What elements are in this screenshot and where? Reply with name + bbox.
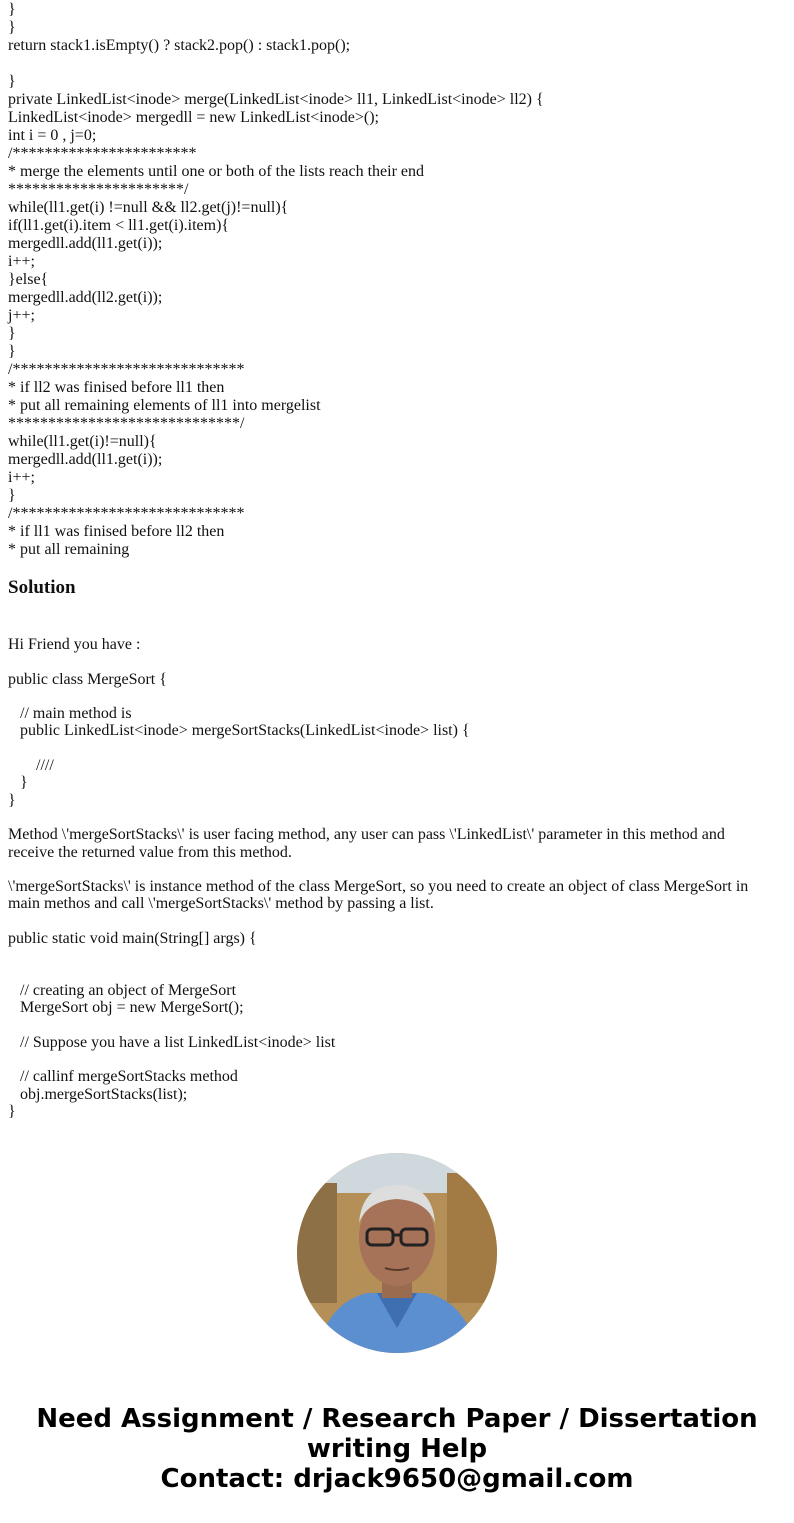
code-line: *****************************/ [8,415,245,432]
code-line: } [8,19,16,36]
code-line: * if ll1 was finised before ll2 then [8,523,225,540]
code-line: i++; [8,469,35,486]
answer-line: public class MergeSort { [8,670,167,688]
code-line: }else{ [8,271,49,288]
code-line: mergedll.add(ll2.get(i)); [8,289,163,306]
answer-line: receive the returned value from this method. [8,843,292,861]
code-line: **********************/ [8,181,189,198]
author-photo-icon [297,1153,497,1353]
answer-line: public LinkedList<inode> mergeSortStacks(LinkedList<inode> list) { [8,722,470,740]
answer-line: Method \'mergeSortStacks\' is user facing method, any user can pass \'LinkedList\' parameter in this method and [8,826,725,844]
code-line: /***************************** [8,361,245,378]
code-line: i++; [8,253,35,270]
code-line: } [8,343,16,360]
code-line: int i = 0 , j=0; [8,127,97,144]
code-line: } [8,1,16,18]
solution-heading: Solution [8,577,76,598]
code-line: j++; [8,307,35,324]
footer-line-2: writing Help [306,1434,488,1464]
answer-line: \'mergeSortStacks\' is instance method of the class MergeSort, so you need to create an object of class MergeSort in [8,878,749,896]
code-line: * put all remaining [8,541,130,558]
code-line: return stack1.isEmpty() ? stack2.pop() : stack1.pop(); [8,37,351,54]
answer-line: //// [8,757,54,775]
answer-line [8,1017,748,1034]
code-line: while(ll1.get(i)!=null){ [8,433,157,450]
answer-line: // Suppose you have a list LinkedList<inode> list [8,1033,336,1051]
author-avatar [297,1153,497,1353]
answer-line [8,740,748,757]
answer-line: } [8,774,28,792]
answer-line: // main method is [8,705,132,723]
code-line [8,55,544,73]
code-line: } [8,487,16,504]
code-line: } [8,73,16,90]
code-line: /*********************** [8,145,197,162]
footer-line-1: Need Assignment / Research Paper / Dissertation [36,1404,758,1434]
answer-line [8,809,748,826]
answer-line [8,861,748,878]
answer-text [8,636,748,1120]
answer-line: MergeSort obj = new MergeSort(); [8,999,244,1017]
answer-line [8,688,748,705]
answer-line [8,1051,748,1068]
answer-line [8,947,748,964]
code-line: /***************************** [8,505,245,522]
answer-line: // creating an object of MergeSort [8,981,237,999]
answer-line: public static void main(String[] args) { [8,930,257,948]
answer-line [8,653,748,670]
code-line: * put all remaining elements of ll1 into mergelist [8,397,321,414]
question-code [8,1,544,559]
footer-contact: Contact: drjack9650@gmail.com [160,1464,634,1494]
answer-line: Hi Friend you have : [8,636,141,653]
code-line: LinkedList<inode> mergedll = new LinkedList<inode>(); [8,109,379,126]
code-line: mergedll.add(ll1.get(i)); [8,235,163,252]
code-line: if(ll1.get(i).item < ll1.get(i).item){ [8,217,230,234]
code-line: mergedll.add(ll1.get(i)); [8,451,163,468]
code-line: } [8,325,16,342]
code-line: while(ll1.get(i) !=null && ll2.get(j)!=null){ [8,199,289,216]
answer-line [8,965,748,982]
code-line: private LinkedList<inode> merge(LinkedList<inode> ll1, LinkedList<inode> ll2) { [8,91,544,108]
footer-banner [0,1404,794,1494]
code-line: * if ll2 was finised before ll1 then [8,379,225,396]
code-line: * merge the elements until one or both of the lists reach their end [8,163,425,180]
answer-line: } [8,791,16,809]
answer-line: // callinf mergeSortStacks method [8,1068,238,1086]
answer-line [8,913,748,930]
answer-line: main methos and call \'mergeSortStacks\' method by passing a list. [8,895,434,913]
answer-line: obj.mergeSortStacks(list); [8,1085,188,1103]
answer-line: } [8,1103,16,1121]
